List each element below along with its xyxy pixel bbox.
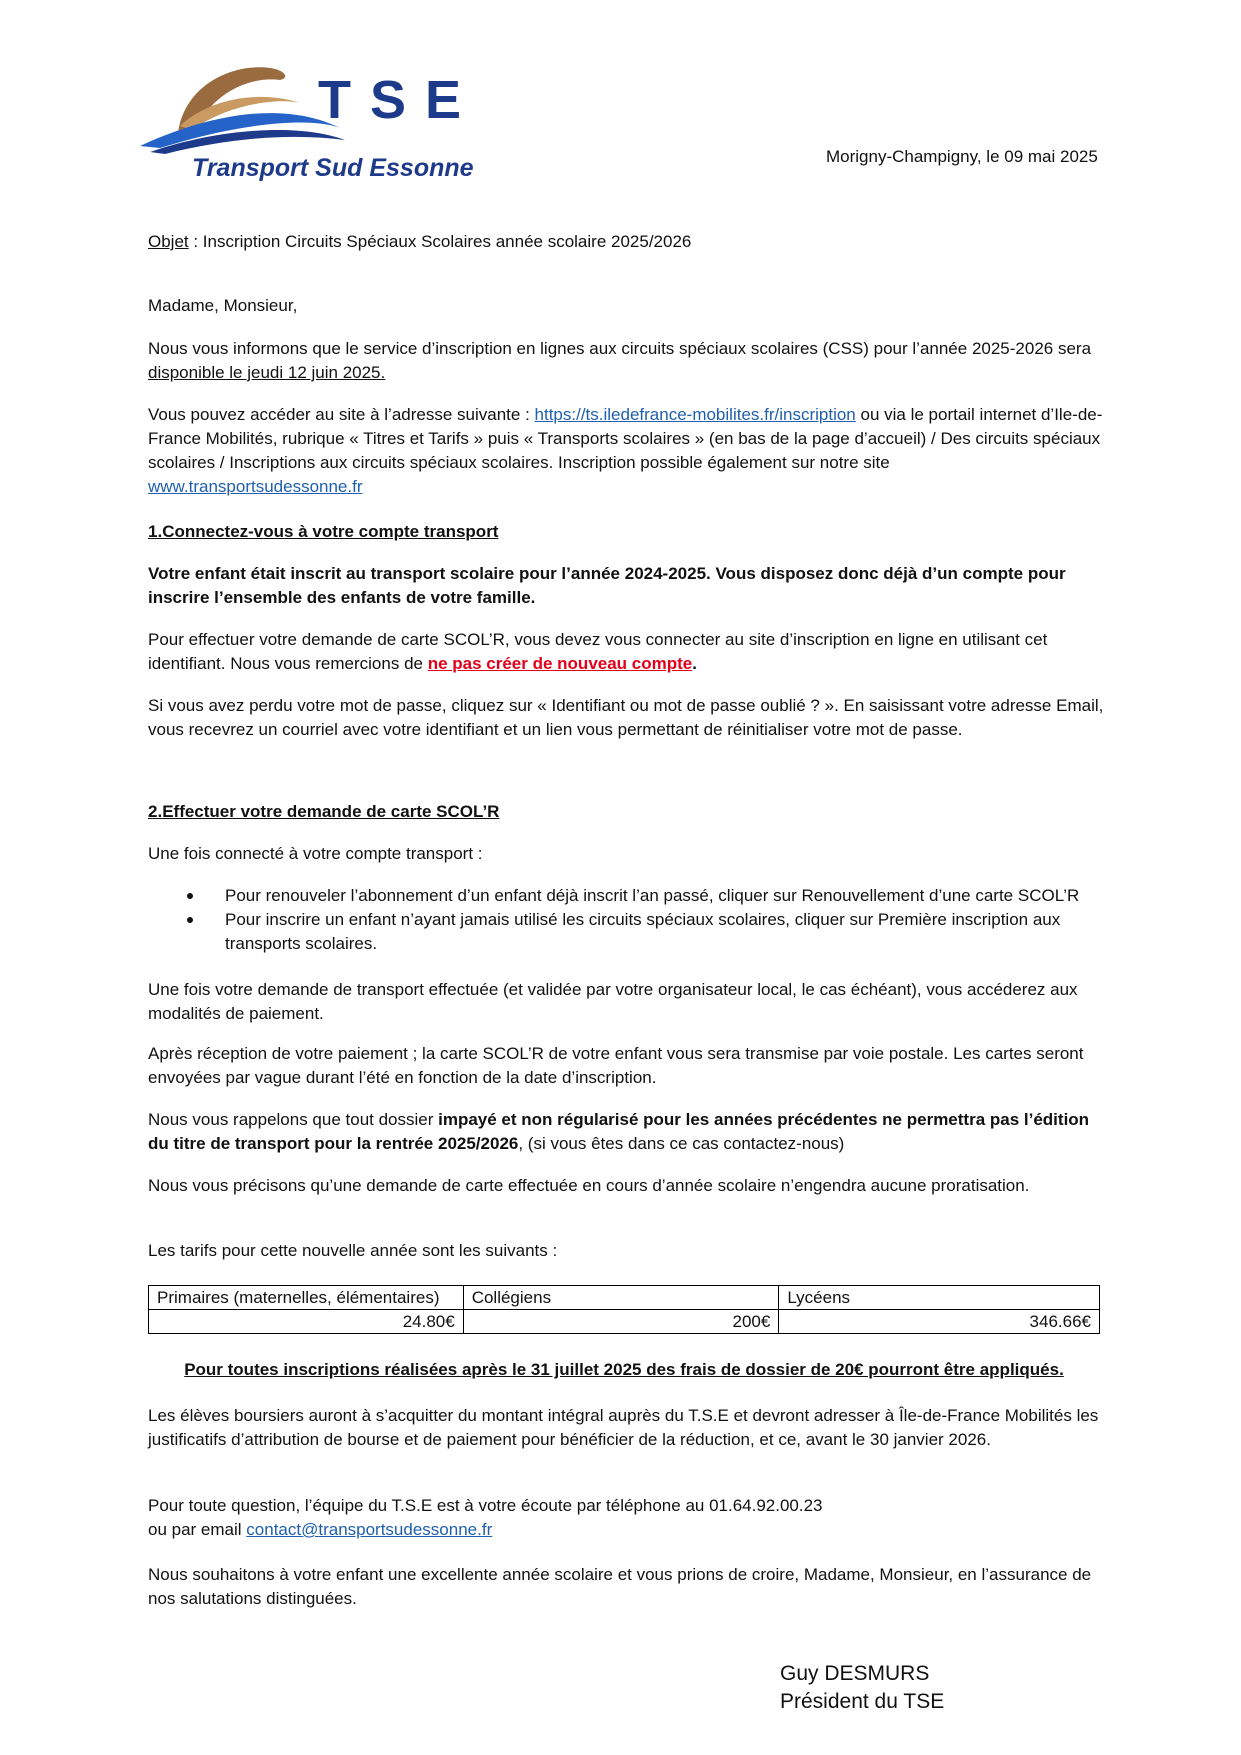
price-primaires: 24.80€ [149,1310,464,1334]
reminder-post: , (si vous êtes dans ce cas contactez-nous) [518,1134,845,1153]
inscription-link[interactable]: https://ts.iledefrance-mobilites.fr/inscription [534,405,856,424]
signature-block [780,1660,944,1716]
section2-title: Effectuer votre demande de carte SCOL’R [162,802,500,821]
logo-graphic [140,58,510,193]
contact-email-pre: ou par email [148,1520,247,1539]
tse-logo [140,58,510,193]
section2-bullets [148,884,1108,956]
logo-letters: T S E [318,70,464,130]
intro-text: Nous vous informons que le service d’inscription en lignes aux circuits spéciaux scolaires (CSS) pour l’année 2025-2026 sera [148,339,1092,358]
section1-paragraph3: Si vous avez perdu votre mot de passe, cliquez sur « Identifiant ou mot de passe oublié ? ». En saisissant votre adresse Email, vous recevrez un courriel avec votre identifiant et un lien vous permettant de réinitialiser votre mot de passe. [148,696,1104,739]
section2-number: 2. [148,802,163,821]
logo-name: Transport Sud Essonne [192,154,474,182]
payment-paragraph: Une fois votre demande de transport effectuée (et validée par votre organisateur local, le cas échéant), vous accéderez aux modalités de paiement. [148,980,1078,1023]
closing-paragraph: Nous souhaitons à votre enfant une excellente année scolaire et vous prions de croire, Madame, Monsieur, en l’assurance de nos salutations distinguées. [148,1565,1092,1608]
salutation: Madame, Monsieur, [148,296,298,315]
section1-number: 1. [148,522,163,541]
section1-title: Connectez-vous à votre compte transport [162,522,499,541]
access-pre: Vous pouvez accéder au site à l’adresse suivante : [148,405,535,424]
tarifs-table [148,1285,1100,1334]
header-cell-primaires: Primaires (maternelles, élémentaires) [149,1286,464,1310]
list-item: Pour renouveler l’abonnement d’un enfant déjà inscrit l’an passé, cliquer sur Renouvellement d’une carte SCOL’R [148,884,1108,908]
signatory-title: Président du TSE [780,1690,945,1713]
card-paragraph: Après réception de votre paiement ; la carte SCOL’R de votre enfant vous sera transmise par voie postale. Les cartes seront envoyées par vague durant l’été en fonction de la date d’inscription. [148,1044,1084,1087]
access-post: ou via le portail internet d’Ile-de-France Mobilités, rubrique « Titres et Tarifs » puis « Transports scolaires » (en bas de la page d’accueil) / Des circuits spéciaux scolaires / Inscriptions aux circuits spéciaux scolaires. Inscription possible également sur notre site [148,405,1103,472]
section1-bold-paragraph: Votre enfant était inscrit au transport scolaire pour l’année 2024-2025. Vous disposez donc déjà d’un compte pour inscrire l’ensemble des enfants de votre famille. [148,564,1066,607]
section1-p2-pre: Pour effectuer votre demande de carte SCOL’R, vous devez vous connecter au site d’inscription en ligne en utilisant cet identifiant. Nous vous remercions de [148,630,1048,673]
access-paragraph [148,403,1108,499]
table-header-row [149,1286,1100,1310]
logo-wave [140,113,340,148]
subject-text: : Inscription Circuits Spéciaux Scolaires année scolaire 2025/2026 [188,232,692,251]
header-cell-lyceens: Lycéens [779,1286,1100,1310]
reminder-pre: Nous vous rappelons que tout dossier [148,1110,439,1129]
header-cell-collegiens: Collégiens [463,1286,779,1310]
price-lyceens: 346.66€ [779,1310,1100,1334]
reminder-bold: impayé et non régularisé pour les années précédentes ne permettra pas l’édition du titre de transport pour la rentrée 2025/2026 [148,1110,1090,1153]
list-item: Pour inscrire un enfant n’ayant jamais utilisé les circuits spéciaux scolaires, cliquer sur Première inscription aux transports scolaires. [148,908,1108,956]
contact-phone-line: Pour toute question, l’équipe du T.S.E est à votre écoute par téléphone au 01.64.92.00.23 [148,1496,823,1515]
section1-p2-post: . [692,654,697,673]
boursiers-paragraph: Les élèves boursiers auront à s’acquitter du montant intégral auprès du T.S.E et devront adresser à Île-de-France Mobilités les justificatifs d’attribution de bourse et de paiement pour bénéficier de la réduction, et ce, avant le 30 janvier 2026. [148,1406,1099,1449]
late-fee-notice: Pour toutes inscriptions réalisées après le 31 juillet 2025 des frais de dossier de 20€ pourront être appliqués. [184,1360,1064,1379]
website-link[interactable]: www.transportsudessonne.fr [148,477,363,496]
no-new-account-warning: ne pas créer de nouveau compte [427,654,693,673]
subject-line [148,230,1108,254]
prorata-paragraph: Nous vous précisons qu’une demande de carte effectuée en cours d’année scolaire n’engendra aucune proratisation. [148,1176,1030,1195]
contact-email-line [148,1518,1108,1542]
intro-date: disponible le jeudi 12 juin 2025. [148,363,386,382]
section1-heading [148,520,1108,544]
section1-paragraph2 [148,628,1108,676]
tarifs-intro: Les tarifs pour cette nouvelle année sont les suivants : [148,1241,558,1260]
reminder-paragraph [148,1108,1108,1156]
intro-paragraph [148,337,1108,385]
price-collegiens: 200€ [463,1310,779,1334]
section2-intro: Une fois connecté à votre compte transport : [148,844,483,863]
signatory-name: Guy DESMURS [780,1662,930,1685]
subject-label: Objet [148,232,189,251]
table-row [149,1310,1100,1334]
date-line: Morigny-Champigny, le 09 mai 2025 [826,147,1098,166]
contact-email-link[interactable]: contact@transportsudessonne.fr [246,1520,493,1539]
section2-heading [148,800,1108,824]
contact-paragraph [148,1494,1108,1542]
